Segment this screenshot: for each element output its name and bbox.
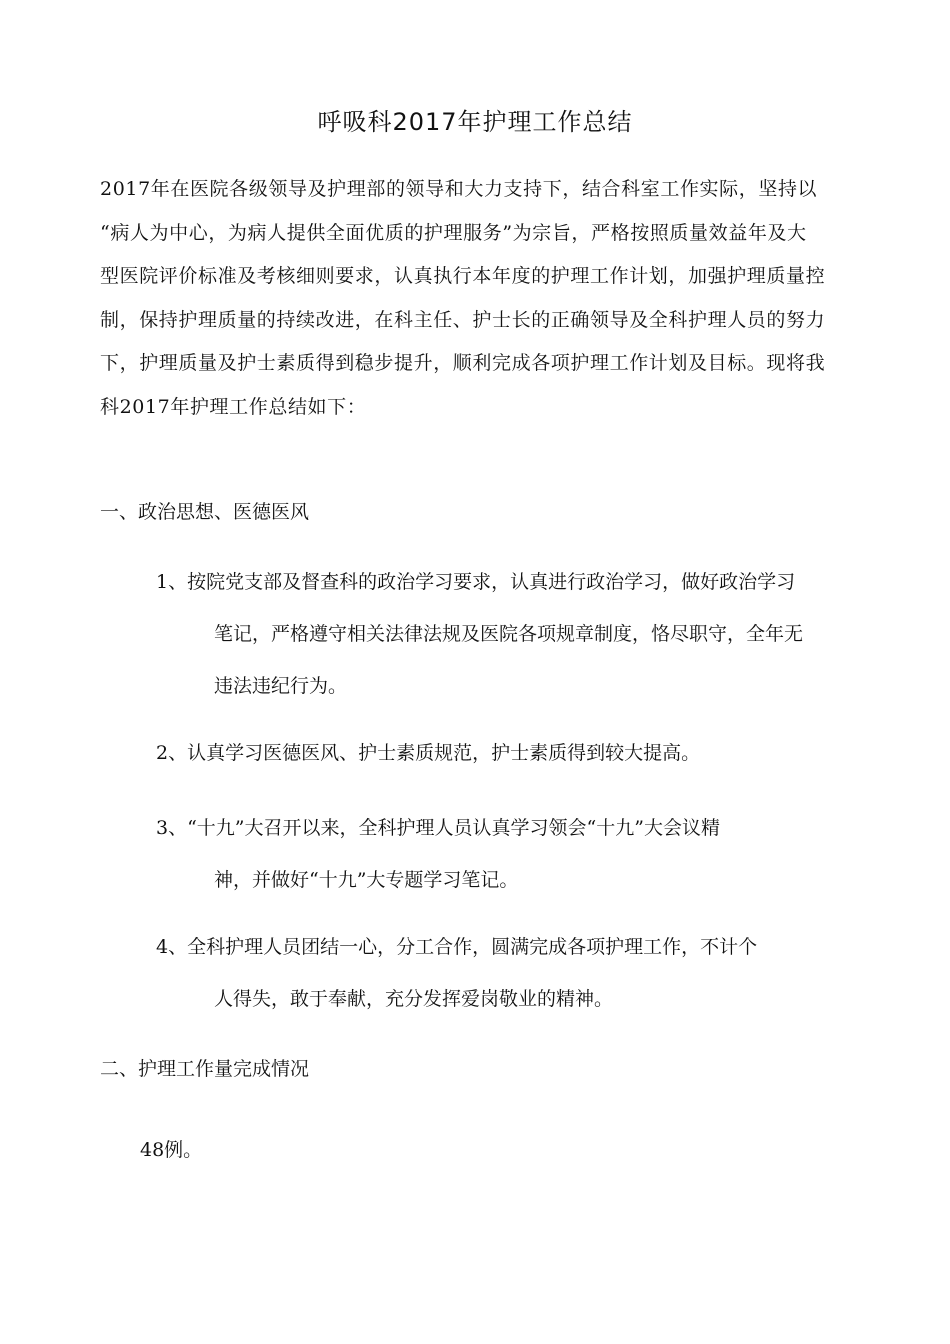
list-item-1 <box>156 556 803 712</box>
list-item-2 <box>156 727 700 779</box>
intro-line: 2017年在医院各级领导及护理部的领导和大力支持下，结合科室工作实际，坚持以 <box>100 178 818 200</box>
list-item-continuation: 笔记，严格遵守相关法律法规及医院各项规章制度，恪尽职守，全年无 <box>214 623 804 645</box>
intro-line: 型医院评价标准及考核细则要求，认真执行本年度的护理工作计划，加强护理质量控 <box>100 265 826 287</box>
intro-line: 科2017年护理工作总结如下： <box>100 395 367 418</box>
workload-text: 48例。 <box>140 1139 203 1161</box>
section-heading-politics: 一、政治思想、医德医风 <box>100 501 310 523</box>
intro-line: “病人为中心，为病人提供全面优质的护理服务”为宗旨，严格按照质量效益年及大 <box>100 221 807 244</box>
list-item-text: 2、认真学习医德医风、护士素质规范，护士素质得到较大提高。 <box>156 742 701 764</box>
list-item-continuation: 人得失，敢于奉献，充分发挥爱岗敬业的精神。 <box>214 988 614 1010</box>
list-item-text: 1、按院党支部及督查科的政治学习要求，认真进行政治学习，做好政治学习 <box>156 571 796 593</box>
document-title: 呼吸科2017年护理工作总结 <box>317 108 633 136</box>
list-item-continuation: 违法违纪行为。 <box>214 675 348 697</box>
list-item-continuation: 神，并做好“十九”大专题学习笔记。 <box>214 869 519 891</box>
intro-paragraph <box>100 168 850 429</box>
list-item-4 <box>156 921 757 1025</box>
intro-line: 下，护理质量及护士素质得到稳步提升，顺利完成各项护理工作计划及目标。现将我 <box>100 352 826 374</box>
intro-line: 制，保持护理质量的持续改进，在科主任、护士长的正确领导及全科护理人员的努力 <box>100 308 826 331</box>
list-item-text: 4、全科护理人员团结一心，分工合作，圆满完成各项护理工作，不计个 <box>156 936 758 958</box>
section-heading-workload: 二、护理工作量完成情况 <box>100 1058 310 1080</box>
list-item-3 <box>156 802 720 906</box>
list-item-text: 3、“十九”大召开以来，全科护理人员认真学习领会“十九”大会议精 <box>156 817 720 839</box>
